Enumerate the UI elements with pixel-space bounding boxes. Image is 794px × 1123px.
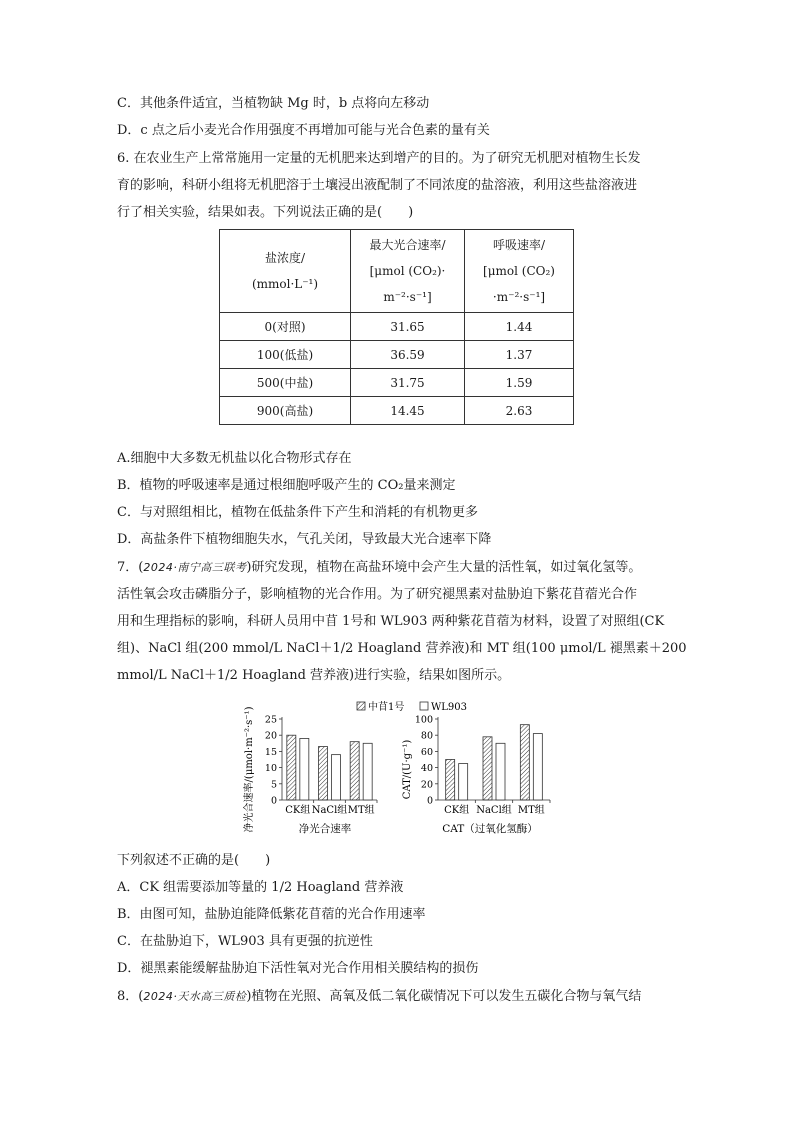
q6-stem-line2: 育的影响，科研小组将无机肥溶于土壤浸出液配制了不同浓度的盐溶液，利用这些盐溶液进 bbox=[117, 178, 638, 193]
bar-series2 bbox=[459, 764, 468, 800]
bar-series2 bbox=[533, 734, 542, 800]
chart-legend bbox=[357, 700, 467, 713]
y-axis-label: CAT/(U·g⁻¹) bbox=[402, 739, 413, 800]
q7-source: 2024·南宁高三联考 bbox=[143, 561, 247, 574]
q7-option-b: B．由图可知，盐胁迫能降低紫花苜蓿的光合作用速率 bbox=[117, 907, 426, 922]
q7-option-c: C．在盐胁迫下，WL903 具有更强的抗逆性 bbox=[117, 934, 373, 949]
table-cell: 31.65 bbox=[351, 313, 465, 341]
bar-series2 bbox=[363, 743, 372, 800]
table-row bbox=[220, 341, 574, 369]
chart-title: CAT（过氧化氢酶） bbox=[442, 823, 538, 835]
bar-series1 bbox=[520, 725, 529, 800]
bar-series1 bbox=[319, 747, 328, 800]
q7-option-d: D．褪黑素能缓解盐胁迫下活性氧对光合作用相关膜结构的损伤 bbox=[117, 961, 479, 976]
q8-text: )植物在光照、高氧及低二氧化碳情况下可以发生五碳化合物与氧气结 bbox=[246, 989, 642, 1004]
y-tick-label: 80 bbox=[420, 730, 433, 742]
bar-charts-figure bbox=[240, 695, 560, 845]
q6-option-b: B．植物的呼吸速率是通过根细胞呼吸产生的 CO₂量来测定 bbox=[117, 478, 456, 493]
legend-label-s1: 中苜1号 bbox=[368, 702, 405, 713]
q7-option-a: A．CK 组需要添加等量的 1/2 Hoagland 营养液 bbox=[117, 880, 404, 895]
y-tick-label: 20 bbox=[420, 779, 433, 791]
table-cell: 36.59 bbox=[351, 341, 465, 369]
table-cell: 0(对照) bbox=[220, 313, 351, 341]
x-tick-label: CK组 bbox=[285, 805, 311, 816]
y-tick-label: 0 bbox=[270, 795, 277, 807]
y-tick-label: 40 bbox=[420, 763, 433, 775]
bar-series2 bbox=[332, 755, 341, 800]
q6-option-c: C．与对照组相比，植物在低盐条件下产生和消耗的有机物更多 bbox=[117, 505, 478, 520]
table-header-cell: 最大光合速率/ [μmol (CO₂)· m⁻²·s⁻¹] bbox=[351, 230, 465, 313]
q6-stem-line1: 6. 在农业生产上常常施用一定量的无机肥来达到增产的目的。为了研究无机肥对植物生长发 bbox=[117, 151, 641, 166]
bar-series1 bbox=[287, 735, 296, 800]
salt-data-table bbox=[219, 229, 574, 425]
y-tick-label: 0 bbox=[426, 795, 433, 807]
q8-number: 8．( bbox=[117, 989, 144, 1004]
q7-stem-line2: 活性氧会攻击磷脂分子，影响植物的光合作用。为了研究褪黑素对盐胁迫下紫花苜蓿光合作 bbox=[117, 587, 638, 602]
q7-stem-line4: 组)、NaCl 组(200 mmol/L NaCl＋1/2 Hoagland 营养液)和 MT 组(100 μmol/L 褪黑素＋200 bbox=[117, 641, 687, 656]
x-tick-label: CK组 bbox=[444, 805, 470, 816]
y-tick-label: 25 bbox=[264, 714, 277, 726]
y-tick-label: 20 bbox=[264, 730, 277, 742]
table-cell: 14.45 bbox=[351, 397, 465, 425]
table-cell: 2.63 bbox=[465, 397, 574, 425]
table-row bbox=[220, 397, 574, 425]
q7-stem-line3: 用和生理指标的影响，科研人员用中苜 1号和 WL903 两种紫花苜蓿为材料，设置了对照组(CK bbox=[117, 614, 665, 629]
bar-series1 bbox=[483, 737, 492, 800]
q7-stem-line5: mmol/L NaCl＋1/2 Hoagland 营养液)进行实验，结果如图所示。 bbox=[117, 668, 511, 683]
bar-series1 bbox=[350, 742, 359, 800]
y-tick-label: 100 bbox=[414, 714, 433, 726]
q7-number: 7．( bbox=[117, 560, 144, 575]
table-cell: 31.75 bbox=[351, 369, 465, 397]
bar-charts-svg bbox=[240, 695, 560, 845]
chart-title: 净光合速率 bbox=[298, 823, 352, 835]
q7-text: )研究发现，植物在高盐环境中会产生大量的活性氧，如过氧化氢等。 bbox=[246, 560, 642, 575]
q8-source: 2024·天水高三质检 bbox=[143, 990, 247, 1003]
legend-swatch-hatched bbox=[357, 702, 365, 710]
q6-option-d: D．高盐条件下植物细胞失水，气孔关闭，导致最大光合速率下降 bbox=[117, 532, 492, 547]
table-row bbox=[220, 369, 574, 397]
option-d-prev: D．c 点之后小麦光合作用强度不再增加可能与光合色素的量有关 bbox=[117, 123, 490, 138]
bar-series2 bbox=[300, 738, 309, 800]
table-header-row bbox=[220, 230, 574, 313]
x-tick-label: MT组 bbox=[347, 805, 375, 816]
y-axis-label: 净光合速率/(μmol·m⁻²·s⁻¹) bbox=[244, 706, 255, 833]
x-tick-label: NaCl组 bbox=[476, 805, 512, 816]
bar-series1 bbox=[446, 760, 455, 801]
q7-question-stem: 下列叙述不正确的是( ) bbox=[117, 853, 271, 868]
q7-stem-line1 bbox=[117, 558, 641, 578]
table-cell: 900(高盐) bbox=[220, 397, 351, 425]
legend-label-s2: WL903 bbox=[431, 702, 468, 713]
legend-swatch-open bbox=[420, 702, 428, 710]
y-tick-label: 15 bbox=[264, 746, 277, 758]
x-tick-label: MT组 bbox=[517, 805, 545, 816]
table-header-cell: 盐浓度/ (mmol·L⁻¹) bbox=[220, 230, 351, 313]
table-cell: 500(中盐) bbox=[220, 369, 351, 397]
table-cell: 1.37 bbox=[465, 341, 574, 369]
y-tick-label: 10 bbox=[264, 763, 277, 775]
table-cell: 1.59 bbox=[465, 369, 574, 397]
q6-stem-line3: 行了相关实验，结果如表。下列说法正确的是( ) bbox=[117, 205, 414, 220]
table-cell: 100(低盐) bbox=[220, 341, 351, 369]
table-header-cell: 呼吸速率/ [μmol (CO₂) ·m⁻²·s⁻¹] bbox=[465, 230, 574, 313]
q6-option-a: A.细胞中大多数无机盐以化合物形式存在 bbox=[117, 451, 352, 466]
y-tick-label: 60 bbox=[420, 746, 433, 758]
option-c-prev: C．其他条件适宜，当植物缺 Mg 时，b 点将向左移动 bbox=[117, 96, 430, 111]
table-row bbox=[220, 313, 574, 341]
bar-series2 bbox=[496, 743, 505, 800]
q8-stem-line1 bbox=[117, 987, 641, 1007]
x-tick-label: NaCl组 bbox=[311, 805, 348, 816]
table-cell: 1.44 bbox=[465, 313, 574, 341]
y-tick-label: 5 bbox=[270, 779, 277, 791]
